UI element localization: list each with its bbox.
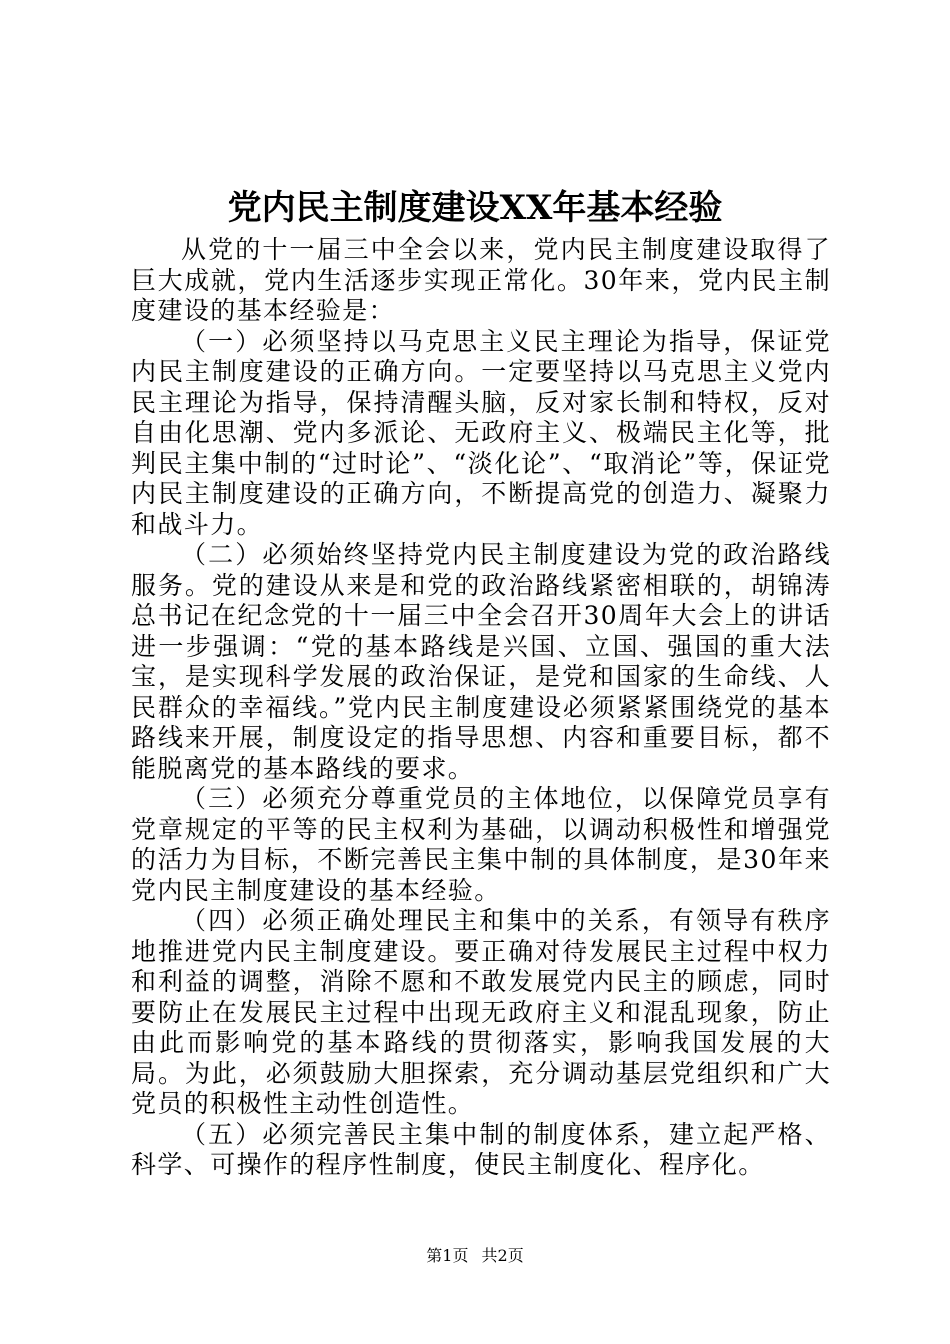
page-total: 共2页	[481, 1246, 524, 1265]
document-body	[131, 235, 831, 1181]
page-footer	[0, 1245, 950, 1267]
page-number: 第1页	[426, 1246, 469, 1265]
paragraph-intro: 从党的十一届三中全会以来，党内民主制度建设取得了巨大成就，党内生活逐步实现正常化。30年来，党内民主制度建设的基本经验是：	[131, 235, 831, 325]
paragraph-point-1: （一）必须坚持以马克思主义民主理论为指导，保证党内民主制度建设的正确方向。一定要坚持以马克思主义党内民主理论为指导，保持清醒头脑，反对家长制和特权，反对自由化思潮、党内多派论、无政府主义、极端民主化等，批判民主集中制的“过时论”、“淡化论”、“取消论”等，保证党内民主制度建设的正确方向，不断提高党的创造力、凝聚力和战斗力。	[131, 326, 831, 539]
document-title: 党内民主制度建设XX年基本经验	[227, 188, 723, 228]
paragraph-point-3: （三）必须充分尊重党员的主体地位，以保障党员享有党章规定的平等的民主权利为基础，以调动积极性和增强党的活力为目标，不断完善民主集中制的具体制度，是30年来党内民主制度建设的基本经验。	[131, 784, 831, 905]
paragraph-point-5: （五）必须完善民主集中制的制度体系，建立起严格、科学、可操作的程序性制度，使民主制度化、程序化。	[131, 1119, 831, 1179]
paragraph-point-4: （四）必须正确处理民主和集中的关系，有领导有秩序地推进党内民主制度建设。要正确对待发展民主过程中权力和利益的调整，消除不愿和不敢发展党内民主的顾虑，同时要防止在发展民主过程中出现无政府主义和混乱现象，防止由此而影响党的基本路线的贯彻落实，影响我国发展的大局。为此，必须鼓励大胆探索，充分调动基层党组织和广大党员的积极性主动性创造性。	[131, 906, 831, 1118]
paragraph-point-2: （二）必须始终坚持党内民主制度建设为党的政治路线服务。党的建设从来是和党的政治路线紧密相联的，胡锦涛总书记在纪念党的十一届三中全会召开30周年大会上的讲话进一步强调：“党的基本路线是兴国、立国、强国的重大法宝，是实现科学发展的政治保证，是党和国家的生命线、人民群众的幸福线。”党内民主制度建设必须紧紧围绕党的基本路线来开展，制度设定的指导思想、内容和重要目标，都不能脱离党的基本路线的要求。	[131, 540, 831, 783]
